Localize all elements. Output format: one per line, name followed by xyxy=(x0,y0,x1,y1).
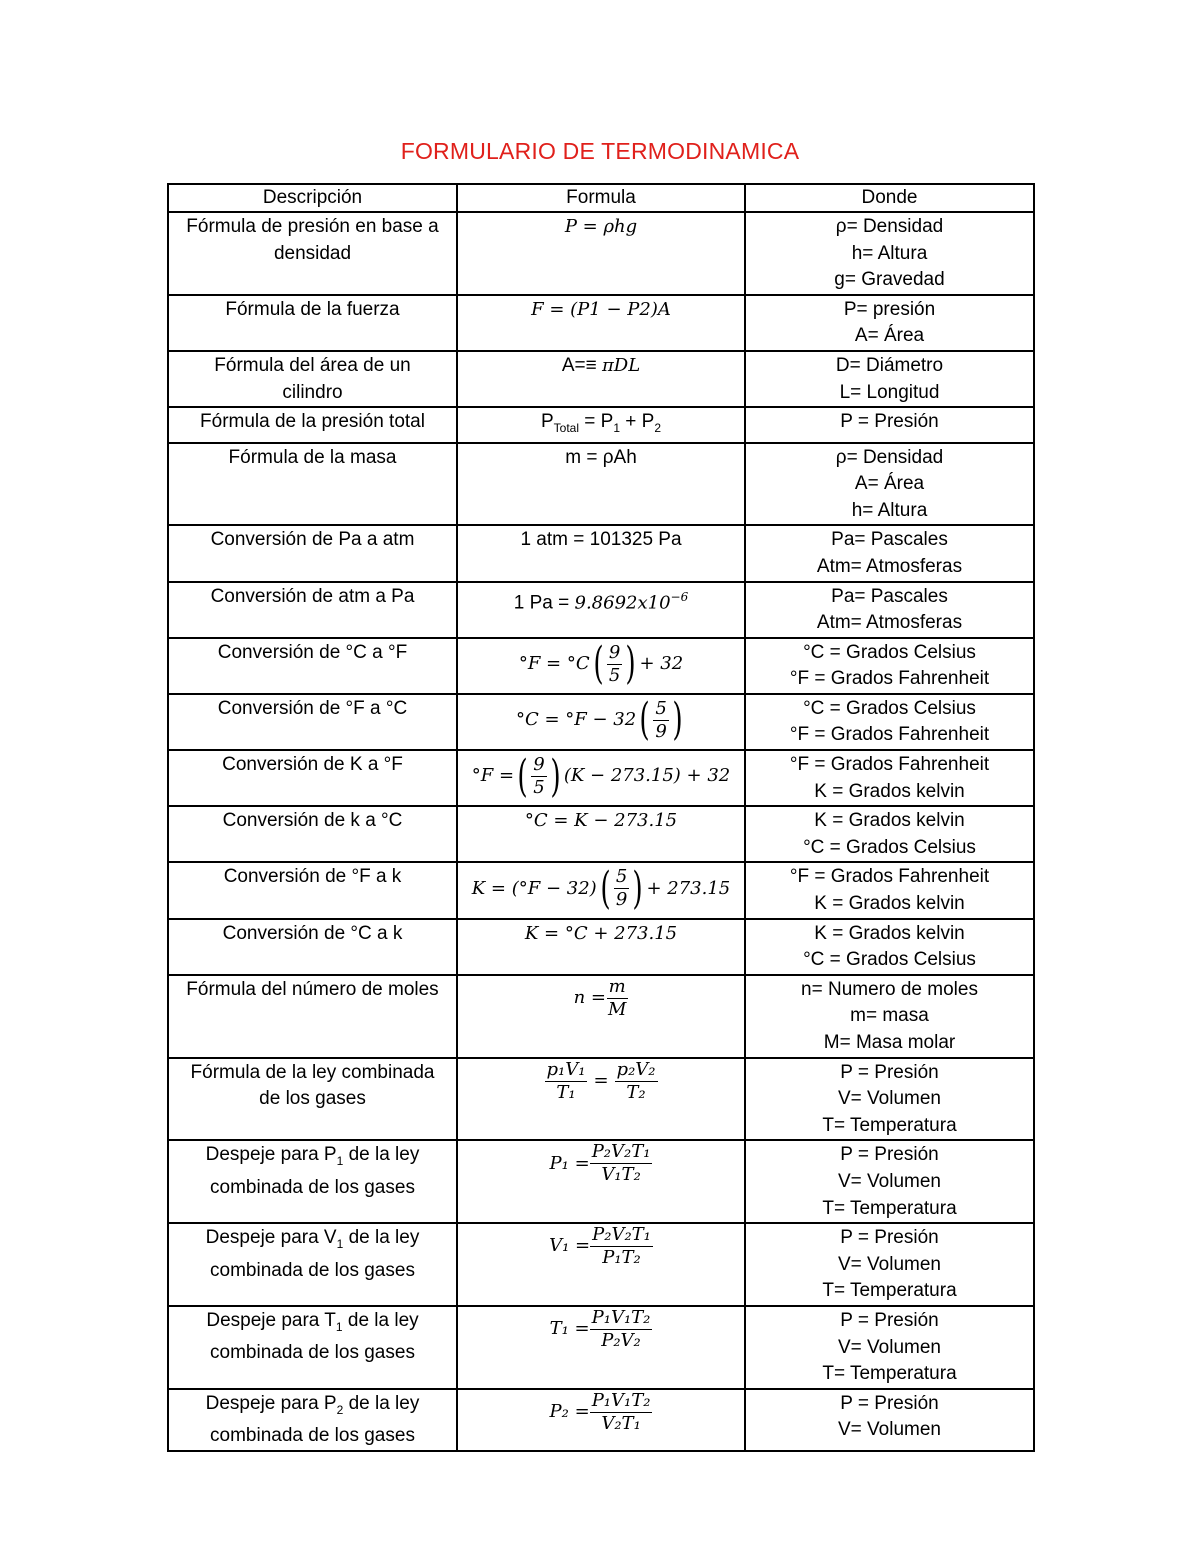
description-cell xyxy=(168,750,457,806)
table-row xyxy=(168,443,1034,526)
where-line: V= Volumen xyxy=(838,1419,941,1441)
where-cell xyxy=(745,582,1034,638)
row-description: Conversión de °F a k xyxy=(223,866,402,888)
table-row xyxy=(168,1306,1034,1389)
where-line: h= Altura xyxy=(851,499,928,521)
where-line: m= masa xyxy=(850,1005,929,1027)
where-line: Atm= Atmosferas xyxy=(816,612,963,634)
formula-text: n = $\frac{m}{M}$ xyxy=(573,975,627,1020)
row-description: Fórmula del número de moles xyxy=(186,978,439,1000)
description-cell xyxy=(168,212,457,295)
description-cell xyxy=(168,582,457,638)
where-cell xyxy=(745,694,1034,750)
row-description: Despeje para $P_2$ de la ley combinada de los gases xyxy=(205,1392,420,1447)
table-row xyxy=(168,919,1034,975)
where-line: °C = Grados Celsius xyxy=(803,836,976,858)
fraction xyxy=(590,1390,653,1435)
table-row xyxy=(168,295,1034,351)
where-line: °F = Grados Fahrenheit xyxy=(789,668,990,690)
table-row xyxy=(168,525,1034,581)
where-line: V= Volumen xyxy=(838,1170,941,1192)
formula-text: V₁ = $\frac{\text{P₂V₂T₁}}{\text{P₁T₂}}$ xyxy=(549,1224,651,1269)
fraction xyxy=(653,698,668,743)
where-line: ρ= Densidad xyxy=(835,446,944,468)
where-cell xyxy=(745,1140,1034,1223)
fraction-numerator: P₂V₂T₁ xyxy=(591,1141,651,1163)
fraction xyxy=(615,1059,658,1104)
description-cell xyxy=(168,919,457,975)
description-cell xyxy=(168,295,457,351)
fraction-denominator: 5 xyxy=(533,777,545,799)
formula-cell xyxy=(457,443,745,526)
fraction-denominator: P₁T₂ xyxy=(602,1247,641,1269)
formula-cell xyxy=(457,351,745,407)
where-cell xyxy=(745,750,1034,806)
where-line: g= Gravedad xyxy=(834,269,945,291)
where-cell xyxy=(745,975,1034,1058)
where-cell xyxy=(745,862,1034,918)
where-line: n= Numero de moles xyxy=(801,978,978,1000)
fraction xyxy=(590,1307,653,1352)
description-cell xyxy=(168,1223,457,1306)
where-cell xyxy=(745,1058,1034,1141)
where-line: Pa= Pascales xyxy=(831,529,948,551)
row-description: Conversión de atm a Pa xyxy=(210,585,415,607)
formula-cell xyxy=(457,1140,745,1223)
parenthesized-fraction: ( $\frac{9}{5}$ ) xyxy=(593,638,637,690)
where-line: T= Temperatura xyxy=(822,1197,957,1219)
formula-text: °F = °C ( $\frac{9}{5}$ ) + 32 xyxy=(518,638,684,690)
description-cell xyxy=(168,1389,457,1451)
description-cell xyxy=(168,1140,457,1223)
formula-cell xyxy=(457,975,745,1058)
fraction-numerator: P₁V₁T₂ xyxy=(591,1389,651,1411)
fraction xyxy=(590,1224,653,1269)
formula-cell xyxy=(457,919,745,975)
where-line: V= Volumen xyxy=(838,1253,941,1275)
where-line: °C = Grados Celsius xyxy=(803,949,976,971)
formula-cell xyxy=(457,582,745,638)
formula-text: K = (°F − 32) ( $\frac{5}{9}$ ) + 273.15 xyxy=(471,862,731,914)
row-description: Fórmula de la presión total xyxy=(200,411,425,433)
row-description: Fórmula de la fuerza xyxy=(225,298,400,320)
where-line: Atm= Atmosferas xyxy=(816,555,963,577)
where-line: P = Presión xyxy=(840,1227,939,1249)
where-line: P = Presión xyxy=(840,1144,939,1166)
description-cell xyxy=(168,1058,457,1141)
formula-text: P₂ = $\frac{\text{P₁V₁T₂}}{\text{V₂T₁}}$ xyxy=(549,1389,651,1434)
fraction-numerator: 5 xyxy=(615,866,628,888)
formula-text: A=≡ πDL xyxy=(561,354,641,376)
where-line: h= Altura xyxy=(851,242,928,264)
description-cell xyxy=(168,443,457,526)
where-line: P= presión xyxy=(843,298,936,320)
fraction-numerator: p₂V₂ xyxy=(616,1058,656,1080)
fraction-numerator: m xyxy=(608,975,626,997)
where-line: P = Presión xyxy=(840,1392,939,1414)
fraction-denominator: 9 xyxy=(615,889,628,911)
row-description: Conversión de Pa a atm xyxy=(210,529,415,551)
where-line: T= Temperatura xyxy=(822,1114,957,1136)
fraction-numerator: 9 xyxy=(533,754,545,776)
formula-cell xyxy=(457,407,745,442)
where-line: K = Grados kelvin xyxy=(814,780,965,802)
formula-text: m = ρAh xyxy=(565,446,637,468)
where-line: K = Grados kelvin xyxy=(814,922,965,944)
where-cell xyxy=(745,1306,1034,1389)
formula-cell xyxy=(457,1223,745,1306)
fraction-numerator: 9 xyxy=(608,641,621,663)
where-cell xyxy=(745,212,1034,295)
description-cell xyxy=(168,975,457,1058)
where-cell xyxy=(745,638,1034,694)
row-description: Conversión de °C a k xyxy=(222,922,403,944)
row-description: Conversión de K a °F xyxy=(222,754,403,776)
formula-cell xyxy=(457,1306,745,1389)
formula-cell xyxy=(457,806,745,862)
where-line: D= Diámetro xyxy=(835,354,944,376)
where-line: °F = Grados Fahrenheit xyxy=(789,866,990,888)
formula-text: °C = °F − 32 ( $\frac{5}{9}$ ) xyxy=(458,698,744,743)
where-line: Pa= Pascales xyxy=(831,585,948,607)
formula-cell xyxy=(457,212,745,295)
description-cell xyxy=(168,862,457,918)
where-cell xyxy=(745,806,1034,862)
where-cell xyxy=(745,1389,1034,1451)
table-row xyxy=(168,975,1034,1058)
where-line: M= Masa molar xyxy=(823,1032,956,1054)
where-line: L= Longitud xyxy=(839,381,940,403)
fraction-denominator: T₁ xyxy=(556,1081,576,1103)
formula-cell xyxy=(457,525,745,581)
parenthesized-fraction: ( $\frac{5}{9}$ ) xyxy=(639,694,683,746)
fraction-denominator: V₂T₁ xyxy=(601,1412,641,1434)
parenthesized-fraction: ( $\frac{5}{9}$ ) xyxy=(600,862,644,914)
formula-cell xyxy=(457,1058,745,1141)
document-title: FORMULARIO DE TERMODINAMICA xyxy=(400,138,800,164)
description-cell xyxy=(168,638,457,694)
table-row xyxy=(168,1389,1034,1451)
formula-cell xyxy=(457,638,745,694)
row-description: Fórmula de presión en base a densidad xyxy=(186,216,439,264)
fraction xyxy=(614,866,629,911)
description-cell xyxy=(168,351,457,407)
where-cell xyxy=(745,443,1034,526)
fraction xyxy=(590,1141,653,1186)
table-row xyxy=(168,694,1034,750)
table-row xyxy=(168,638,1034,694)
formula-text: 1 atm = 101325 Pa xyxy=(520,529,682,551)
row-description: Conversión de k a °C xyxy=(222,810,403,832)
table-row xyxy=(168,1140,1034,1223)
table-row xyxy=(168,862,1034,918)
formula-text: 1 $Pa = 9.8692x10^{-6}$ xyxy=(513,589,689,613)
table-row xyxy=(168,407,1034,442)
formula-text: F = (P1 − P2)A xyxy=(531,298,671,320)
fraction-numerator: p₁V₁ xyxy=(546,1058,586,1080)
description-cell xyxy=(168,806,457,862)
description-cell xyxy=(168,407,457,442)
where-cell xyxy=(745,1223,1034,1306)
table-row xyxy=(168,351,1034,407)
formula-cell xyxy=(457,694,745,750)
where-line: V= Volumen xyxy=(838,1088,941,1110)
where-line: A= Área xyxy=(854,473,925,495)
where-line: P = Presión xyxy=(840,411,939,433)
formula-text: °F = ( $\frac{9}{5}$ ) (K − 273.15) + 32 xyxy=(471,750,731,802)
description-cell xyxy=(168,525,457,581)
where-line: T= Temperatura xyxy=(822,1280,957,1302)
where-line: K = Grados kelvin xyxy=(814,893,965,915)
header-where: Donde xyxy=(745,184,1034,212)
where-line: P = Presión xyxy=(840,1061,939,1083)
fraction-denominator: 9 xyxy=(655,720,667,742)
where-line: ρ= Densidad xyxy=(835,216,944,237)
fraction-denominator: T₂ xyxy=(626,1081,646,1103)
where-line: T= Temperatura xyxy=(822,1363,957,1385)
row-description: Despeje para $T_1$ de la ley combinada de los gases xyxy=(206,1309,419,1364)
header-description: Descripción xyxy=(168,184,457,212)
table-row xyxy=(168,806,1034,862)
fraction-denominator: 5 xyxy=(608,664,621,686)
fraction-denominator: P₂V₂ xyxy=(601,1329,641,1351)
row-description: Fórmula del área de un cilindro xyxy=(214,354,411,403)
fraction-denominator: V₁T₂ xyxy=(601,1164,641,1186)
row-description: Fórmula de la masa xyxy=(228,446,397,468)
where-line: A= Área xyxy=(854,325,925,347)
where-line: °F = Grados Fahrenheit xyxy=(789,754,990,776)
row-description: Despeje para $V_1$ de la ley combinada de los gases xyxy=(205,1227,420,1281)
fraction-numerator: P₂V₂T₁ xyxy=(592,1224,651,1246)
fraction xyxy=(607,642,622,687)
row-description: Conversión de °C a °F xyxy=(217,641,408,663)
where-line: °C = Grados Celsius xyxy=(803,641,976,663)
formula-text: K = °C + 273.15 xyxy=(524,922,678,944)
where-cell xyxy=(745,919,1034,975)
fraction xyxy=(606,976,628,1021)
where-cell xyxy=(745,525,1034,581)
table-row xyxy=(168,750,1034,806)
where-line: °C = Grados Celsius xyxy=(803,697,976,719)
formula-text: P₁ = $\frac{\text{P₂V₂T₁}}{\text{V₁T₂}}$ xyxy=(549,1141,651,1186)
where-line: P = Presión xyxy=(840,1309,939,1331)
description-cell xyxy=(168,694,457,750)
description-cell xyxy=(168,1306,457,1389)
where-line: °F = Grados Fahrenheit xyxy=(789,724,990,746)
fraction xyxy=(531,754,546,799)
row-description: Despeje para $P_1$ de la ley combinada de los gases xyxy=(205,1144,420,1198)
formula-text: P = ρhg xyxy=(564,216,638,237)
parenthesized-fraction: ( $\frac{9}{5}$ ) xyxy=(517,750,561,802)
formula-text: $\frac{\text{p₁V₁}}{\text{T₁}}$ = $\frac{\text{p₂V₂}}{\text{T₂}}$ xyxy=(546,1058,656,1103)
formula-text: T₁ = $\frac{\text{P₁V₁T₂}}{\text{P₂V₂}}$ xyxy=(549,1306,651,1351)
where-line: K = Grados kelvin xyxy=(814,810,965,832)
row-description: Conversión de °F a °C xyxy=(217,697,408,719)
formula-cell xyxy=(457,295,745,351)
formula-text: °C = K − 273.15 xyxy=(524,810,678,832)
table-header-row xyxy=(168,184,1034,212)
where-cell xyxy=(745,407,1034,442)
formula-cell xyxy=(457,862,745,918)
table-row xyxy=(168,582,1034,638)
where-line: V= Volumen xyxy=(838,1336,941,1358)
table-row xyxy=(168,1223,1034,1306)
formula-text: $P_{Total} = P_1 + P_2$ xyxy=(540,411,662,435)
formula-table xyxy=(167,183,1035,1452)
fraction xyxy=(545,1059,588,1104)
formula-cell xyxy=(457,1389,745,1451)
table-row xyxy=(168,1058,1034,1141)
where-cell xyxy=(745,351,1034,407)
table-row xyxy=(168,212,1034,295)
fraction-numerator: P₁V₁T₂ xyxy=(591,1306,651,1328)
fraction-denominator: M xyxy=(607,998,627,1020)
where-cell xyxy=(745,295,1034,351)
fraction-numerator: 5 xyxy=(655,697,667,719)
row-description: Fórmula de la ley combinada de los gases xyxy=(190,1061,435,1110)
header-formula: Formula xyxy=(457,184,745,212)
formula-cell xyxy=(457,750,745,806)
